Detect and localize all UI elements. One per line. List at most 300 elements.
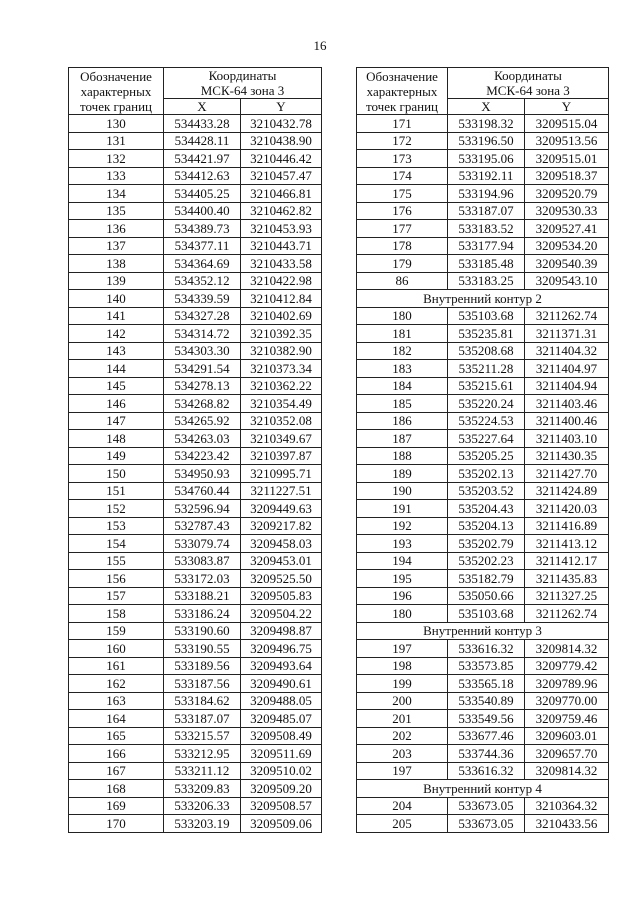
x-coordinate-cell: 533189.56 xyxy=(164,657,241,675)
y-coordinate-cell: 3211227.51 xyxy=(241,482,322,500)
section-title: Внутренний контур 2 xyxy=(357,290,609,308)
x-coordinate-cell: 534389.73 xyxy=(164,220,241,238)
point-id-cell: 168 xyxy=(69,780,164,798)
point-id-cell: 153 xyxy=(69,517,164,535)
table-row xyxy=(357,552,609,570)
coords-column-header xyxy=(164,68,322,99)
y-coordinate-cell: 3211404.97 xyxy=(525,360,609,378)
coords-header-line2: МСК-64 зона 3 xyxy=(486,83,570,98)
table-row xyxy=(357,272,609,290)
point-id-cell: 202 xyxy=(357,727,448,745)
point-header-line2: характерных xyxy=(80,83,152,99)
coords-header-line2: МСК-64 зона 3 xyxy=(200,83,285,98)
table-row xyxy=(357,657,609,675)
x-coordinate-cell: 533184.62 xyxy=(164,692,241,710)
table-row xyxy=(357,517,609,535)
table-row xyxy=(69,675,322,693)
point-id-cell: 154 xyxy=(69,535,164,553)
coords-column-header xyxy=(448,68,609,99)
x-coordinate-cell: 533172.03 xyxy=(164,570,241,588)
x-coordinate-cell: 534412.63 xyxy=(164,167,241,185)
point-id-cell: 184 xyxy=(357,377,448,395)
y-coordinate-cell: 3209789.96 xyxy=(525,675,609,693)
point-id-cell: 201 xyxy=(357,710,448,728)
x-coordinate-cell: 533079.74 xyxy=(164,535,241,553)
table-row xyxy=(357,675,609,693)
table-row xyxy=(357,482,609,500)
y-coordinate-cell: 3209458.03 xyxy=(241,535,322,553)
table-row xyxy=(357,570,609,588)
x-coordinate-cell: 534223.42 xyxy=(164,447,241,465)
point-header-line3: точек границ xyxy=(365,98,439,114)
y-coordinate-cell: 3211262.74 xyxy=(525,307,609,325)
x-coordinate-cell: 535208.68 xyxy=(448,342,525,360)
table-row xyxy=(69,605,322,623)
y-coordinate-cell: 3209534.20 xyxy=(525,237,609,255)
y-coordinate-cell: 3209509.06 xyxy=(241,815,322,833)
point-id-cell: 152 xyxy=(69,500,164,518)
y-coordinate-cell: 3209490.61 xyxy=(241,675,322,693)
point-id-cell: 192 xyxy=(357,517,448,535)
y-column-header: Y xyxy=(241,99,322,115)
x-coordinate-cell: 533192.11 xyxy=(448,167,525,185)
y-coordinate-cell: 3209508.57 xyxy=(241,797,322,815)
table-row xyxy=(69,465,322,483)
table-row xyxy=(69,447,322,465)
x-coordinate-cell: 533215.57 xyxy=(164,727,241,745)
table-row xyxy=(69,640,322,658)
table-row xyxy=(69,797,322,815)
table-row xyxy=(357,535,609,553)
y-coordinate-cell: 3210397.87 xyxy=(241,447,322,465)
point-id-cell: 150 xyxy=(69,465,164,483)
x-coordinate-cell: 533673.05 xyxy=(448,815,525,833)
y-coordinate-cell: 3210462.82 xyxy=(241,202,322,220)
point-id-cell: 189 xyxy=(357,465,448,483)
x-coordinate-cell: 533190.60 xyxy=(164,622,241,640)
point-id-cell: 155 xyxy=(69,552,164,570)
point-id-cell: 160 xyxy=(69,640,164,658)
y-coordinate-cell: 3209510.02 xyxy=(241,762,322,780)
point-id-cell: 148 xyxy=(69,430,164,448)
y-coordinate-cell: 3209511.69 xyxy=(241,745,322,763)
y-coordinate-cell: 3210457.47 xyxy=(241,167,322,185)
x-coordinate-cell: 533183.52 xyxy=(448,220,525,238)
x-coordinate-cell: 534760.44 xyxy=(164,482,241,500)
x-coordinate-cell: 533187.07 xyxy=(448,202,525,220)
y-coordinate-cell: 3211262.74 xyxy=(525,605,609,623)
table-row xyxy=(357,167,609,185)
point-id-cell: 191 xyxy=(357,500,448,518)
point-column-header xyxy=(69,68,164,115)
point-id-cell: 195 xyxy=(357,570,448,588)
point-id-cell: 149 xyxy=(69,447,164,465)
x-coordinate-cell: 535227.64 xyxy=(448,430,525,448)
x-column-header: X xyxy=(164,99,241,115)
x-coordinate-cell: 535205.25 xyxy=(448,447,525,465)
section-row xyxy=(357,290,609,308)
point-id-cell: 187 xyxy=(357,430,448,448)
y-coordinate-cell: 3211403.10 xyxy=(525,430,609,448)
x-coordinate-cell: 535202.79 xyxy=(448,535,525,553)
y-coordinate-cell: 3210352.08 xyxy=(241,412,322,430)
table-row xyxy=(357,220,609,238)
x-coordinate-cell: 535103.68 xyxy=(448,605,525,623)
x-coordinate-cell: 533677.46 xyxy=(448,727,525,745)
page-number: 16 xyxy=(313,38,327,53)
y-coordinate-cell: 3211403.46 xyxy=(525,395,609,413)
point-id-cell: 193 xyxy=(357,535,448,553)
y-coordinate-cell: 3210453.93 xyxy=(241,220,322,238)
table-row xyxy=(357,360,609,378)
table-row xyxy=(69,780,322,798)
table-row xyxy=(69,395,322,413)
y-coordinate-cell: 3209498.87 xyxy=(241,622,322,640)
y-coordinate-cell: 3210433.56 xyxy=(525,815,609,833)
x-coordinate-cell: 533185.48 xyxy=(448,255,525,273)
y-coordinate-cell: 3209543.10 xyxy=(525,272,609,290)
point-id-cell: 183 xyxy=(357,360,448,378)
x-coordinate-cell: 534339.59 xyxy=(164,290,241,308)
y-coordinate-cell: 3209513.56 xyxy=(525,132,609,150)
table-row xyxy=(69,552,322,570)
y-coordinate-cell: 3210373.34 xyxy=(241,360,322,378)
table-row xyxy=(69,745,322,763)
x-coordinate-cell: 534327.28 xyxy=(164,307,241,325)
table-row xyxy=(69,622,322,640)
y-coordinate-cell: 3209496.75 xyxy=(241,640,322,658)
table-row xyxy=(357,815,609,833)
point-id-cell: 197 xyxy=(357,762,448,780)
x-coordinate-cell: 533188.21 xyxy=(164,587,241,605)
left-table-body xyxy=(69,115,322,833)
y-coordinate-cell: 3210362.22 xyxy=(241,377,322,395)
y-coordinate-cell: 3210995.71 xyxy=(241,465,322,483)
point-id-cell: 166 xyxy=(69,745,164,763)
y-coordinate-cell: 3209515.04 xyxy=(525,115,609,133)
y-coordinate-cell: 3209504.22 xyxy=(241,605,322,623)
point-id-cell: 178 xyxy=(357,237,448,255)
y-coordinate-cell: 3209603.01 xyxy=(525,727,609,745)
table-row xyxy=(69,692,322,710)
x-coordinate-cell: 534405.25 xyxy=(164,185,241,203)
y-coordinate-cell: 3209449.63 xyxy=(241,500,322,518)
y-coordinate-cell: 3209515.01 xyxy=(525,150,609,168)
table-row xyxy=(69,272,322,290)
point-id-cell: 162 xyxy=(69,675,164,693)
x-coordinate-cell: 533183.25 xyxy=(448,272,525,290)
table-row xyxy=(69,500,322,518)
x-coordinate-cell: 533616.32 xyxy=(448,640,525,658)
y-coordinate-cell: 3210438.90 xyxy=(241,132,322,150)
table-row xyxy=(69,430,322,448)
y-coordinate-cell: 3209509.20 xyxy=(241,780,322,798)
coordinates-table-left xyxy=(68,67,322,833)
point-id-cell: 139 xyxy=(69,272,164,290)
table-row xyxy=(357,115,609,133)
point-id-cell: 180 xyxy=(357,605,448,623)
point-id-cell: 134 xyxy=(69,185,164,203)
table-row xyxy=(357,710,609,728)
y-coordinate-cell: 3209779.42 xyxy=(525,657,609,675)
table-row xyxy=(357,377,609,395)
point-id-cell: 171 xyxy=(357,115,448,133)
table-row xyxy=(69,307,322,325)
point-id-cell: 179 xyxy=(357,255,448,273)
coordinates-table-right xyxy=(356,67,609,833)
x-coordinate-cell: 534421.97 xyxy=(164,150,241,168)
x-coordinate-cell: 535235.81 xyxy=(448,325,525,343)
point-id-cell: 142 xyxy=(69,325,164,343)
x-coordinate-cell: 534314.72 xyxy=(164,325,241,343)
table-row xyxy=(69,290,322,308)
x-coordinate-cell: 535204.43 xyxy=(448,500,525,518)
table-row xyxy=(357,185,609,203)
y-coordinate-cell: 3210392.35 xyxy=(241,325,322,343)
table-row xyxy=(69,762,322,780)
x-coordinate-cell: 534400.40 xyxy=(164,202,241,220)
table-row xyxy=(69,132,322,150)
y-coordinate-cell: 3210443.71 xyxy=(241,237,322,255)
y-coordinate-cell: 3210354.49 xyxy=(241,395,322,413)
x-coordinate-cell: 535103.68 xyxy=(448,307,525,325)
x-coordinate-cell: 533616.32 xyxy=(448,762,525,780)
x-coordinate-cell: 534265.92 xyxy=(164,412,241,430)
y-coordinate-cell: 3211412.17 xyxy=(525,552,609,570)
point-id-cell: 172 xyxy=(357,132,448,150)
point-id-cell: 140 xyxy=(69,290,164,308)
y-coordinate-cell: 3210446.42 xyxy=(241,150,322,168)
point-id-cell: 190 xyxy=(357,482,448,500)
x-coordinate-cell: 532787.43 xyxy=(164,517,241,535)
x-column-header: X xyxy=(448,99,525,115)
table-row xyxy=(69,727,322,745)
table-row xyxy=(357,395,609,413)
section-title: Внутренний контур 4 xyxy=(357,780,609,798)
y-coordinate-cell: 3211400.46 xyxy=(525,412,609,430)
x-coordinate-cell: 535224.53 xyxy=(448,412,525,430)
table-row xyxy=(357,150,609,168)
table-row xyxy=(357,797,609,815)
point-id-cell: 136 xyxy=(69,220,164,238)
x-coordinate-cell: 534291.54 xyxy=(164,360,241,378)
point-id-cell: 197 xyxy=(357,640,448,658)
table-row xyxy=(69,482,322,500)
point-id-cell: 186 xyxy=(357,412,448,430)
x-coordinate-cell: 533212.95 xyxy=(164,745,241,763)
point-id-cell: 205 xyxy=(357,815,448,833)
x-coordinate-cell: 534303.30 xyxy=(164,342,241,360)
point-id-cell: 163 xyxy=(69,692,164,710)
y-coordinate-cell: 3210349.67 xyxy=(241,430,322,448)
coords-header-line1: Координаты xyxy=(494,68,562,83)
x-coordinate-cell: 534278.13 xyxy=(164,377,241,395)
y-coordinate-cell: 3210433.58 xyxy=(241,255,322,273)
x-coordinate-cell: 534377.11 xyxy=(164,237,241,255)
table-row xyxy=(357,447,609,465)
point-id-cell: 196 xyxy=(357,587,448,605)
x-coordinate-cell: 533209.83 xyxy=(164,780,241,798)
y-coordinate-cell: 3209518.37 xyxy=(525,167,609,185)
point-id-cell: 182 xyxy=(357,342,448,360)
x-coordinate-cell: 533083.87 xyxy=(164,552,241,570)
table-row xyxy=(69,325,322,343)
table-row xyxy=(357,605,609,623)
x-coordinate-cell: 535202.13 xyxy=(448,465,525,483)
x-coordinate-cell: 535050.66 xyxy=(448,587,525,605)
point-id-cell: 180 xyxy=(357,307,448,325)
y-coordinate-cell: 3209525.50 xyxy=(241,570,322,588)
point-id-cell: 86 xyxy=(357,272,448,290)
x-coordinate-cell: 535204.13 xyxy=(448,517,525,535)
point-id-cell: 181 xyxy=(357,325,448,343)
x-coordinate-cell: 533203.19 xyxy=(164,815,241,833)
table-row xyxy=(69,710,322,728)
y-coordinate-cell: 3209814.32 xyxy=(525,640,609,658)
point-id-cell: 177 xyxy=(357,220,448,238)
right-table-body xyxy=(357,115,609,833)
y-coordinate-cell: 3211420.03 xyxy=(525,500,609,518)
y-coordinate-cell: 3209493.64 xyxy=(241,657,322,675)
table-row xyxy=(69,412,322,430)
y-coordinate-cell: 3209540.39 xyxy=(525,255,609,273)
table-row xyxy=(357,255,609,273)
x-coordinate-cell: 533744.36 xyxy=(448,745,525,763)
table-row xyxy=(69,220,322,238)
point-id-cell: 165 xyxy=(69,727,164,745)
x-coordinate-cell: 534433.28 xyxy=(164,115,241,133)
x-coordinate-cell: 533549.56 xyxy=(448,710,525,728)
x-coordinate-cell: 535220.24 xyxy=(448,395,525,413)
y-coordinate-cell: 3211413.12 xyxy=(525,535,609,553)
x-coordinate-cell: 533190.55 xyxy=(164,640,241,658)
x-coordinate-cell: 533195.06 xyxy=(448,150,525,168)
table-row xyxy=(357,430,609,448)
point-id-cell: 200 xyxy=(357,692,448,710)
table-row xyxy=(69,657,322,675)
point-id-cell: 144 xyxy=(69,360,164,378)
y-coordinate-cell: 3209770.00 xyxy=(525,692,609,710)
x-coordinate-cell: 533206.33 xyxy=(164,797,241,815)
y-coordinate-cell: 3209488.05 xyxy=(241,692,322,710)
point-header-line2: характерных xyxy=(366,83,438,99)
y-coordinate-cell: 3209505.83 xyxy=(241,587,322,605)
x-coordinate-cell: 535215.61 xyxy=(448,377,525,395)
point-id-cell: 199 xyxy=(357,675,448,693)
y-coordinate-cell: 3211424.89 xyxy=(525,482,609,500)
point-id-cell: 133 xyxy=(69,167,164,185)
point-id-cell: 185 xyxy=(357,395,448,413)
point-id-cell: 137 xyxy=(69,237,164,255)
point-id-cell: 141 xyxy=(69,307,164,325)
point-header-line1: Обозначение xyxy=(366,68,438,84)
y-coordinate-cell: 3209657.70 xyxy=(525,745,609,763)
x-coordinate-cell: 534428.11 xyxy=(164,132,241,150)
point-id-cell: 132 xyxy=(69,150,164,168)
point-id-cell: 204 xyxy=(357,797,448,815)
y-coordinate-cell: 3209453.01 xyxy=(241,552,322,570)
point-id-cell: 203 xyxy=(357,745,448,763)
point-id-cell: 170 xyxy=(69,815,164,833)
x-coordinate-cell: 535182.79 xyxy=(448,570,525,588)
point-id-cell: 176 xyxy=(357,202,448,220)
point-id-cell: 156 xyxy=(69,570,164,588)
x-coordinate-cell: 533198.32 xyxy=(448,115,525,133)
table-row xyxy=(69,360,322,378)
y-coordinate-cell: 3209527.41 xyxy=(525,220,609,238)
table-row xyxy=(357,762,609,780)
y-coordinate-cell: 3209814.32 xyxy=(525,762,609,780)
y-coordinate-cell: 3210466.81 xyxy=(241,185,322,203)
point-id-cell: 198 xyxy=(357,657,448,675)
section-row xyxy=(357,780,609,798)
point-id-cell: 130 xyxy=(69,115,164,133)
y-coordinate-cell: 3211327.25 xyxy=(525,587,609,605)
y-coordinate-cell: 3209508.49 xyxy=(241,727,322,745)
table-row xyxy=(357,465,609,483)
point-id-cell: 158 xyxy=(69,605,164,623)
table-row xyxy=(357,342,609,360)
table-row xyxy=(69,150,322,168)
x-coordinate-cell: 533673.05 xyxy=(448,797,525,815)
y-coordinate-cell: 3210364.32 xyxy=(525,797,609,815)
point-id-cell: 157 xyxy=(69,587,164,605)
y-coordinate-cell: 3209530.33 xyxy=(525,202,609,220)
point-id-cell: 146 xyxy=(69,395,164,413)
point-id-cell: 175 xyxy=(357,185,448,203)
x-coordinate-cell: 533211.12 xyxy=(164,762,241,780)
point-id-cell: 169 xyxy=(69,797,164,815)
point-header-line3: точек границ xyxy=(79,98,153,114)
point-header-line1: Обозначение xyxy=(80,68,152,84)
point-id-cell: 151 xyxy=(69,482,164,500)
y-coordinate-cell: 3211371.31 xyxy=(525,325,609,343)
point-id-cell: 194 xyxy=(357,552,448,570)
table-row xyxy=(357,237,609,255)
point-id-cell: 167 xyxy=(69,762,164,780)
y-coordinate-cell: 3209217.82 xyxy=(241,517,322,535)
section-title: Внутренний контур 3 xyxy=(357,622,609,640)
point-id-cell: 188 xyxy=(357,447,448,465)
table-row xyxy=(357,132,609,150)
table-row xyxy=(69,115,322,133)
table-row xyxy=(69,185,322,203)
point-id-cell: 145 xyxy=(69,377,164,395)
y-coordinate-cell: 3211430.35 xyxy=(525,447,609,465)
section-row xyxy=(357,622,609,640)
point-id-cell: 143 xyxy=(69,342,164,360)
y-coordinate-cell: 3211416.89 xyxy=(525,517,609,535)
x-coordinate-cell: 533565.18 xyxy=(448,675,525,693)
y-coordinate-cell: 3209485.07 xyxy=(241,710,322,728)
table-row xyxy=(357,202,609,220)
y-column-header: Y xyxy=(525,99,609,115)
y-coordinate-cell: 3211404.32 xyxy=(525,342,609,360)
x-coordinate-cell: 535202.23 xyxy=(448,552,525,570)
x-coordinate-cell: 533177.94 xyxy=(448,237,525,255)
x-coordinate-cell: 532596.94 xyxy=(164,500,241,518)
x-coordinate-cell: 534352.12 xyxy=(164,272,241,290)
y-coordinate-cell: 3211427.70 xyxy=(525,465,609,483)
y-coordinate-cell: 3209520.79 xyxy=(525,185,609,203)
point-id-cell: 173 xyxy=(357,150,448,168)
table-row xyxy=(357,307,609,325)
table-row xyxy=(357,640,609,658)
table-row xyxy=(357,412,609,430)
point-column-header xyxy=(357,68,448,115)
table-row xyxy=(69,587,322,605)
table-row xyxy=(69,167,322,185)
